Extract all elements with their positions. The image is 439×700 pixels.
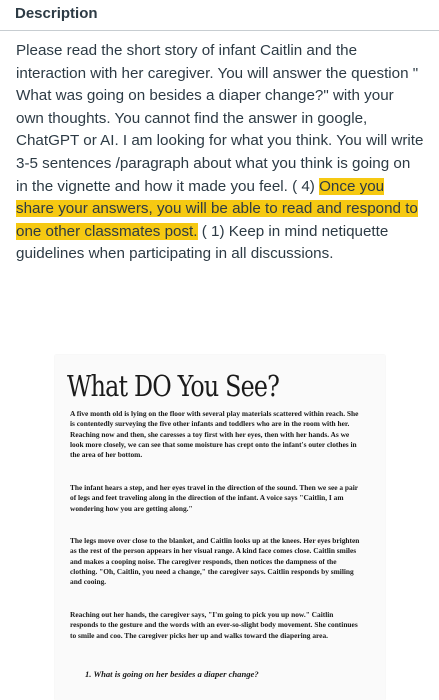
vignette-title: What DO You See? <box>67 369 280 403</box>
vignette-question: 1. What is going on her besides a diaper change? <box>85 669 259 679</box>
vignette-paragraph-1: A five month old is lying on the floor with several play materials scattered within reach. She is contentedly surveying the five other infants and toddlers who are in the room with her. Reaching now and then, she caresses a toy first with her eyes, then with her hands. As we look more closely, we can see that some moisture has crept onto the infant's outer clothes in the area of her bottom. <box>70 409 359 460</box>
vignette-paragraph-3: The legs move over close to the blanket, and Caitlin looks up at the knees. Her eyes brighten as the rest of the person appears in her visual range. A kind face comes close. Caitlin smiles and makes a cooping noise. The caregiver responds, then notices the dampness of the clothing. "Oh, Caitlin, you need a change," the caregiver says. Caitlin responds by smiling and cooing. <box>70 536 360 587</box>
vignette-paragraph-4: Reaching out her hands, the caregiver says, "I'm going to pick you up now." Caitlin responds to the gesture and the words with an ever-so-slight body movement. She continues to smile and coo. The caregiver picks her up and walks toward the diapering area. <box>70 610 358 640</box>
vignette-paragraph-2: The infant hears a step, and her eyes travel in the direction of the sound. Then we see a pair of legs and feet traveling along in the direction of the infant. A voice says "Caitlin, I am wondering how you are getting along." <box>70 483 358 513</box>
instructions-text <box>16 40 424 266</box>
section-label: Description <box>15 5 98 22</box>
section-divider <box>0 30 439 31</box>
instructions-part-1: Please read the short story of infant Caitlin and the interaction with her caregiver. You will answer the question " What was going on besides a diaper change?" with your own thoughts. You cannot find the answer in google, ChatGPT or AI. I am looking for what you think. You will write 3-5 sentences /paragraph about what you think is going on in the vignette and how it made you feel. ( 4) <box>16 42 424 195</box>
instructions-part-2: ( 1) Keep in mind netiquette guidelines when participating in all discussions. <box>16 222 389 263</box>
instructions-highlight: Once you share your answers, you will be able to read and respond to one other classmates post. <box>16 177 418 240</box>
vignette-image <box>55 355 385 700</box>
